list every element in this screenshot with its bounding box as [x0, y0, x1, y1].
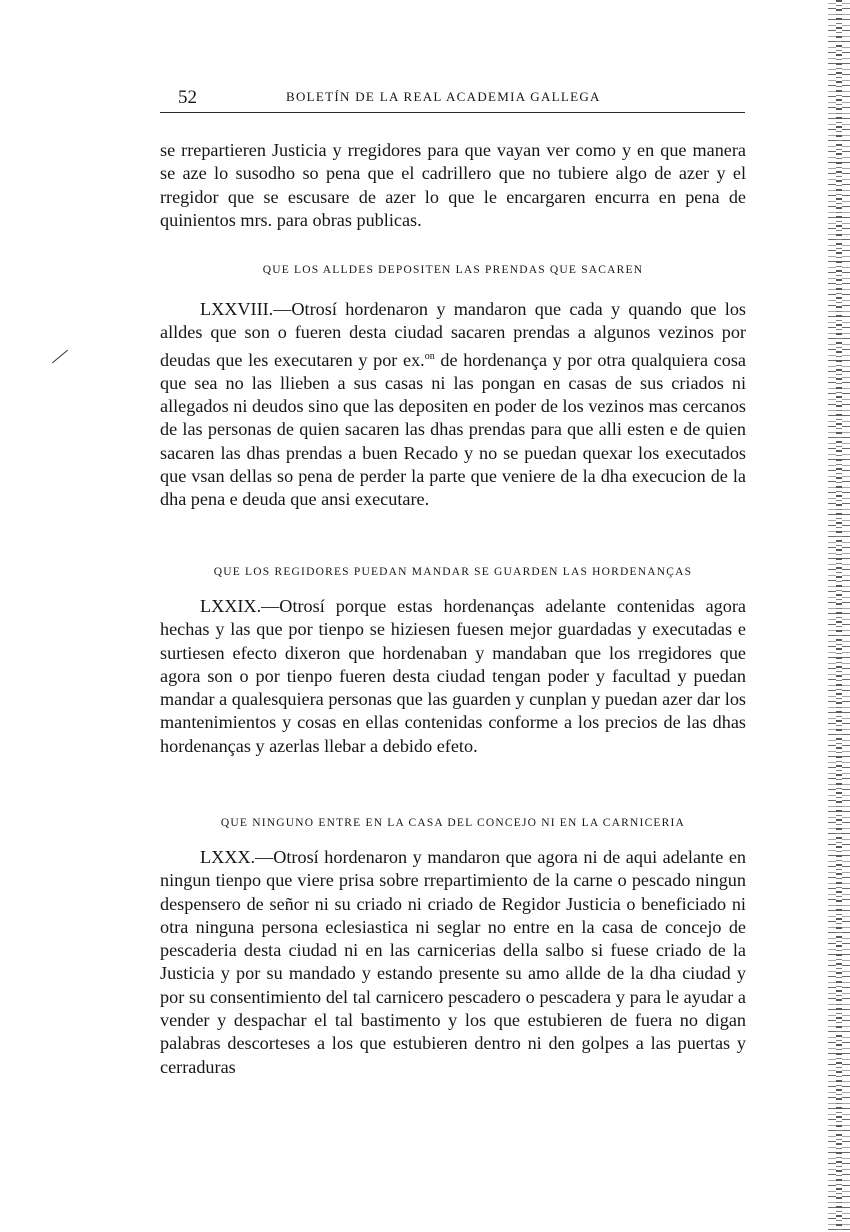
paragraph-80: LXXX.—Otrosí hordenaron y mandaron que agora ni de aqui adelante en ningun tienpo que viere prisa sobre rrepartimiento de la carne o pescado ningun despensero de señor ni su criado ni criado de Regidor Justicia o beneficiado ni otra ninguna persona eclesiastica ni seglar no entre en la casa de concejo de pescaderia desta ciudad ni en las carnicerias della salbo si fuese criado de la Justicia y por su mandado y estando presente su amo allde de la dha ciudad y por su consentimiento del tal carnicero pescadero o pescadera y para le ayudar a vender y despachar el tal bastimento y los que estubieren de fuera no digan palabras descorteses a los que estubieren dentro ni den golpes a las puertas y cerraduras — [160, 847, 746, 1077]
section-heading-79: QUE LOS REGIDORES PUEDAN MANDAR SE GUARDEN LAS HORDENANÇAS — [213, 566, 693, 578]
page-header — [160, 84, 745, 113]
book-binding-edge — [828, 0, 850, 1232]
paragraph-79: LXXIX.—Otrosí porque estas hordenanças adelante contenidas agora hechas y las que por tienpo se hiziesen fuesen mejor guardadas y executadas e surtiesen efecto dixeron que hordenaban y mandaban que los rregidores que agora son o por tienpo fueren desta ciudad tengan poder y facultad y puedan mandar a qualesquiera personas que las guarden y cunplan y puedan azer dar los mantenimientos y cosas en ellas contenidas conforme a los precios de las dhas hordenanças y azerlas llebar a debido efeto. — [160, 596, 746, 756]
paragraph-78-part-a: LXXVIII.—Otrosí hordenaron y mandaron que cada y quando que los alldes que son o fueren desta ciudad sacaren prendas a algunos vezinos por deudas que les executaren y por ex. — [160, 299, 746, 370]
running-head: BOLETÍN DE LA REAL ACADEMIA GALLEGA — [286, 89, 601, 104]
page-number: 52 — [178, 87, 197, 108]
abbreviation-superscript: on — [424, 350, 435, 362]
intro-paragraph: se rrepartieren Justicia y rregidores para que vayan ver como y en que manera se aze lo susodho so pena que el cadrillero que no tubiere algo de azer y el rregidor que se escusare de azer lo que le encargaren encurra en pena de quinientos mrs. para obras publicas. — [160, 140, 746, 230]
section-heading-80: QUE NINGUNO ENTRE EN LA CASA DEL CONCEJO NI EN LA CARNICERIA — [220, 817, 686, 829]
paragraph-78-part-b: de hordenança y por otra qualquiera cosa que sea no las llieben a sus casas ni las pongan en casas de sus criados ni allegados ni deudos sino que las depositen en poder de los vezinos mas cercanos de las personas de quien sacaren las dhas prendas para que alli esten e de quien sacaren las dhas prendas a buen Recado y no se puedan quexar los executados que vsan dellas so pena de perder la parte que veniere de la dha execucion de la dha pena e deuda que ansi executare. — [160, 349, 746, 510]
section-heading-78: QUE LOS ALLDES DEPOSITEN LAS PRENDAS QUE SACAREN — [262, 264, 644, 276]
margin-pen-mark — [52, 350, 68, 364]
paragraph-78 — [160, 298, 746, 512]
